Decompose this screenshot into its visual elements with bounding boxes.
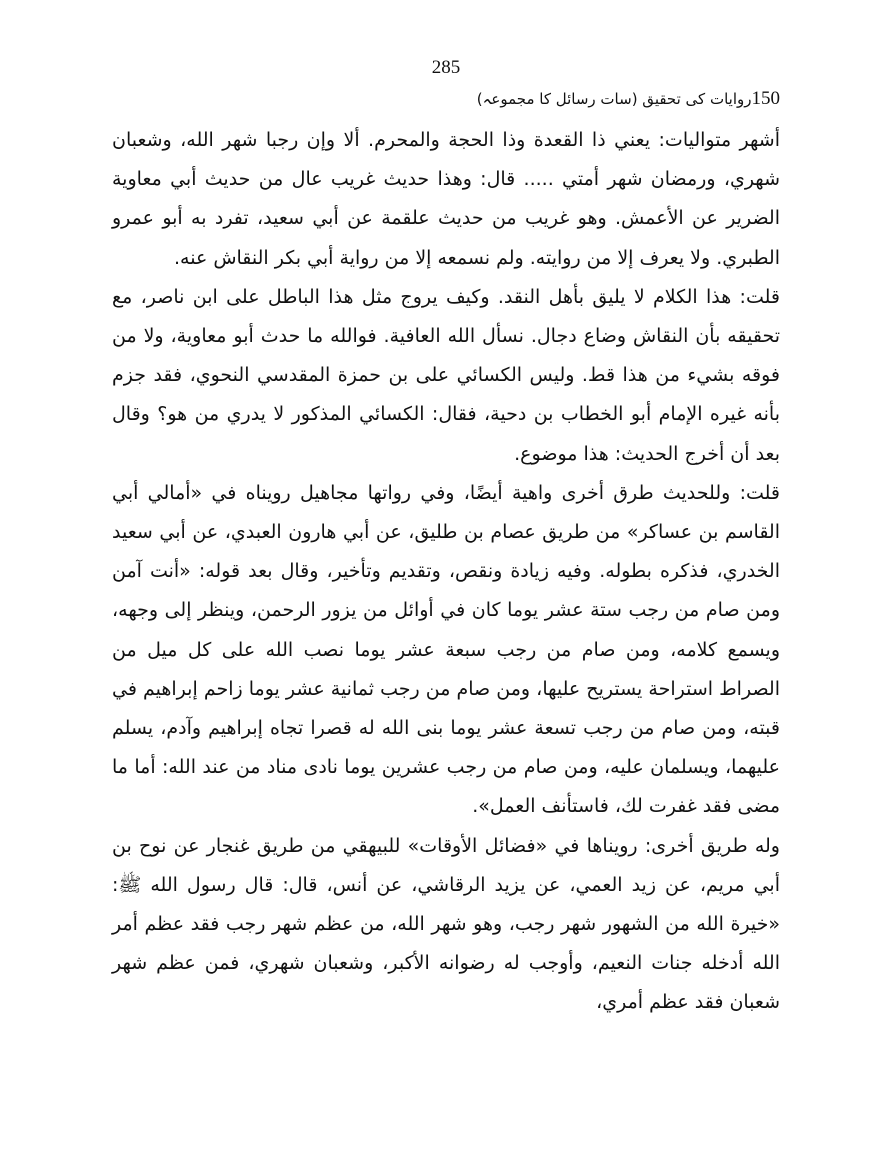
paragraph-1: أشهر متواليات: يعني ذا القعدة وذا الحجة والمحرم. ألا وإن رجبا شهر الله، وشعبان شهري، ورمضان شهر أمتي ..... قال: وهذا حديث غريب عال من حديث أبي معاوية الضرير عن الأعمش. وهو غريب من حديث علقمة عن أبي سعيد، تفرد به أبو عمرو الطبري. ولا يعرف إلا من روايته. ولم نسمعه إلا من رواية أبي بكر النقاش عنه. bbox=[112, 129, 780, 269]
page-body bbox=[112, 121, 780, 1023]
paragraph-4: وله طريق أخرى: رويناها في «فضائل الأوقات» للبيهقي من طريق غنجار عن نوح بن أبي مريم، عن زيد العمي، عن يزيد الرقاشي، عن أنس، قال: قال رسول الله ﷺ: «خيرة الله من الشهور شهر رجب، وهو شهر الله، من عظم شهر رجب فقد عظم أمر الله أدخله جنات النعيم، وأوجب له رضوانه الأكبر، وشعبان شهري، فمن عظم شهر شعبان فقد عظم أمري، bbox=[112, 834, 780, 1014]
header-title: روایات کی تحقیق (سات رسائل کا مجموعہ) bbox=[476, 90, 752, 108]
page-number: 285 bbox=[431, 57, 461, 78]
paragraph-3: قلت: وللحديث طرق أخرى واهية أيضًا، وفي رواتها مجاهيل رويناه في «أمالي أبي القاسم بن عساكر» من طريق عصام بن طليق، عن أبي هارون العبدي، عن أبي سعيد الخدري، فذكره بطوله. وفيه زيادة ونقص، وتقديم وتأخير، وقال بعد قوله: «أنت آمن ومن صام من رجب ستة عشر يوما كان في أوائل من يزور الرحمن، وينظر إلى وجهه، ويسمع كلامه، ومن صام من رجب سبعة عشر يوما نصب الله على كل ميل من الصراط استراحة يستريح عليها، ومن صام من رجب ثمانية عشر يوما زاحم إبراهيم في قبته، ومن صام من رجب تسعة عشر يوما بنى الله له قصرا تجاه إبراهيم وآدم، يسلم عليهما، ويسلمان عليه، ومن صام من رجب عشرين يوما نادى مناد من عند الله: أما ما مضى فقد غفرت لك، فاستأنف العمل». bbox=[112, 481, 780, 818]
running-header bbox=[477, 89, 780, 109]
header-number: 150 bbox=[751, 88, 780, 109]
paragraph-2: قلت: هذا الكلام لا يليق بأهل النقد. وكيف يروج مثل هذا الباطل على ابن ناصر، مع تحقيقه بأن النقاش وضاع دجال. نسأل الله العافية. فوالله ما حدث أبو معاوية، ولا من فوقه بشيء من هذا قط. وليس الكسائي على بن حمزة المقدسي النحوي، فقد جزم بأنه غيره الإمام أبو الخطاب بن دحية، فقال: الكسائي المذكور لا يدري من هو؟ وقال بعد أن أخرج الحديث: هذا موضوع. bbox=[112, 285, 780, 465]
